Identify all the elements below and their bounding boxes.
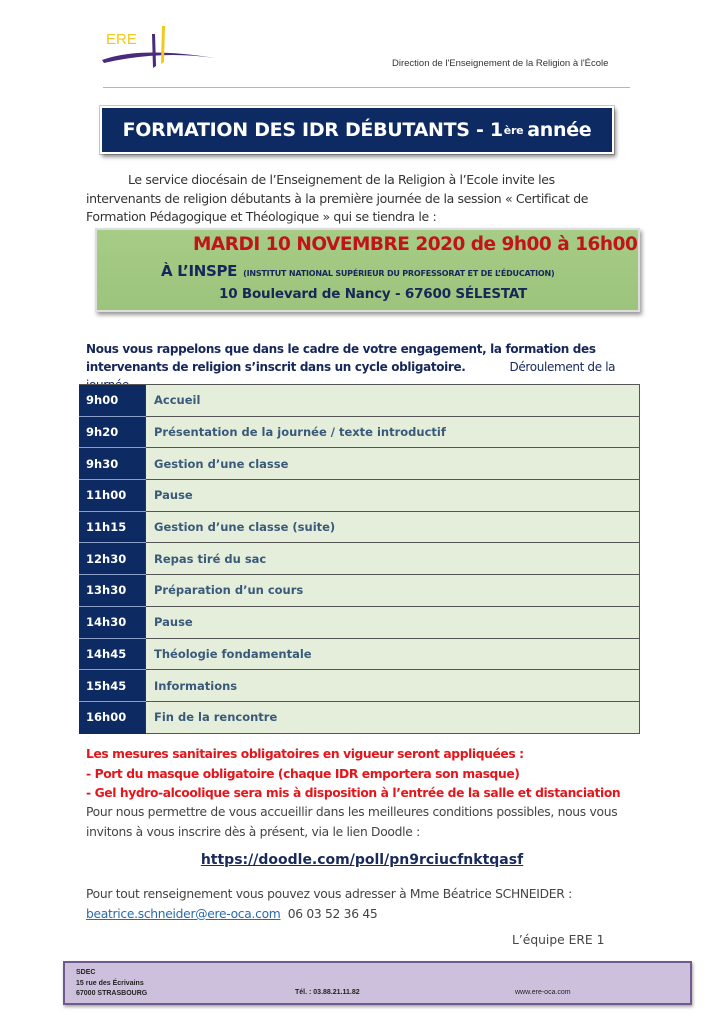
schedule-time: 11h15 [79,511,146,543]
logo-swoosh [102,52,215,63]
schedule-activity: Repas tiré du sac [146,543,640,575]
footer [63,961,692,1005]
schedule-time: 9h30 [79,448,146,480]
logo-purple-stroke [152,34,156,68]
event-date: MARDI 10 NOVEMBRE 2020 de 9h00 à 16h00 [193,234,638,255]
schedule-row [79,416,640,448]
contact-text: Pour tout renseignement vous pouvez vous adresser à Mme Béatrice SCHNEIDER : [86,887,572,901]
footer-org-name: SDEC [76,969,96,976]
footer-city: 67000 STRASBOURG [76,990,148,997]
event-place [161,262,554,280]
schedule-time: 13h30 [79,575,146,607]
schedule-activity: Pause [146,480,640,512]
invite-paragraph: Pour nous permettre de vous accueillir dans les meilleures conditions possibles, nous vous invitons à vous inscrire dès à présent, via le lien Doodle : [86,805,618,839]
schedule-time: 12h30 [79,543,146,575]
schedule-time: 15h45 [79,670,146,702]
schedule-time: 11h00 [79,480,146,512]
footer-address [76,968,147,1000]
schedule-activity: Théologie fondamentale [146,638,640,670]
contact-email-link[interactable]: beatrice.schneider@ere-oca.com [86,907,281,921]
event-box [95,228,640,312]
event-place-name: À L’INSPE [161,262,238,280]
sanitary-item: - Gel hydro-alcoolique sera mis à disposition à l’entrée de la salle et distanciation [86,786,621,800]
schedule-activity: Présentation de la journée / texte introductif [146,416,640,448]
schedule-row [79,511,640,543]
schedule-label: Déroulement de la [509,360,616,374]
schedule-time: 14h45 [79,638,146,670]
event-address: 10 Boulevard de Nancy - 67600 SÉLESTAT [219,286,528,302]
title-superscript: ère [503,123,524,137]
schedule-activity: Accueil [146,385,640,417]
schedule-row [79,543,640,575]
schedule-activity: Préparation d’un cours [146,575,640,607]
schedule-row [79,385,640,417]
intro-paragraph [86,171,631,227]
schedule-time: 9h20 [79,416,146,448]
logo-text: ERE [106,31,137,48]
schedule-row [79,448,640,480]
signature: L’équipe ERE 1 [512,933,605,947]
schedule-activity: Pause [146,606,640,638]
schedule-row [79,606,640,638]
title-suffix: année [527,119,592,141]
schedule-row [79,575,640,607]
footer-phone: Tél. : 03.88.21.11.82 [295,989,360,996]
schedule-row [79,670,640,702]
reminder-text: Nous vous rappelons que dans le cadre de votre engagement, la formation des intervenants de religion s’inscrit dans un cycle obligatoire. [86,342,596,374]
schedule-activity: Gestion d’une classe (suite) [146,511,640,543]
schedule-row [79,638,640,670]
contact-paragraph [86,884,646,924]
intro-text: Le service diocésain de l’Enseignement de la Religion à l’Ecole invite les intervenants de religion débutants à la première journée de la session « Certificat de Formation Pédagogique et Théologique » qui se tiendra le : [86,172,589,224]
organization-name: Direction de l'Enseignement de la Religion à l'École [392,58,609,69]
footer-street: 15 rue des Écrivains [76,979,144,987]
event-place-detail: (INSTITUT NATIONAL SUPÉRIEUR DU PROFESSORAT ET DE L’ÉDUCATION) [243,269,555,278]
schedule-activity: Informations [146,670,640,702]
schedule-activity: Fin de la rencontre [146,701,640,733]
ere-logo [100,22,225,72]
schedule-table [79,384,640,734]
header-divider [103,87,630,88]
schedule-time: 9h00 [79,385,146,417]
sanitary-measures [86,745,631,804]
schedule-activity: Gestion d’une classe [146,448,640,480]
schedule-time: 14h30 [79,606,146,638]
schedule-time: 16h00 [79,701,146,733]
schedule-row [79,701,640,733]
sanitary-heading: Les mesures sanitaires obligatoires en vigueur seront appliquées : [86,747,524,761]
sanitary-item: - Port du masque obligatoire (chaque IDR emportera son masque) [86,766,520,781]
schedule-row [79,480,640,512]
title-main: FORMATION DES IDR DÉBUTANTS - 1 [122,119,503,141]
contact-phone: 06 03 52 36 45 [287,907,378,921]
footer-website[interactable]: www.ere-oca.com [515,989,571,996]
doodle-link[interactable]: https://doodle.com/poll/pn9rciucfnktqasf [200,852,524,868]
page-title [100,106,614,154]
logo-yellow-stroke [161,26,165,64]
